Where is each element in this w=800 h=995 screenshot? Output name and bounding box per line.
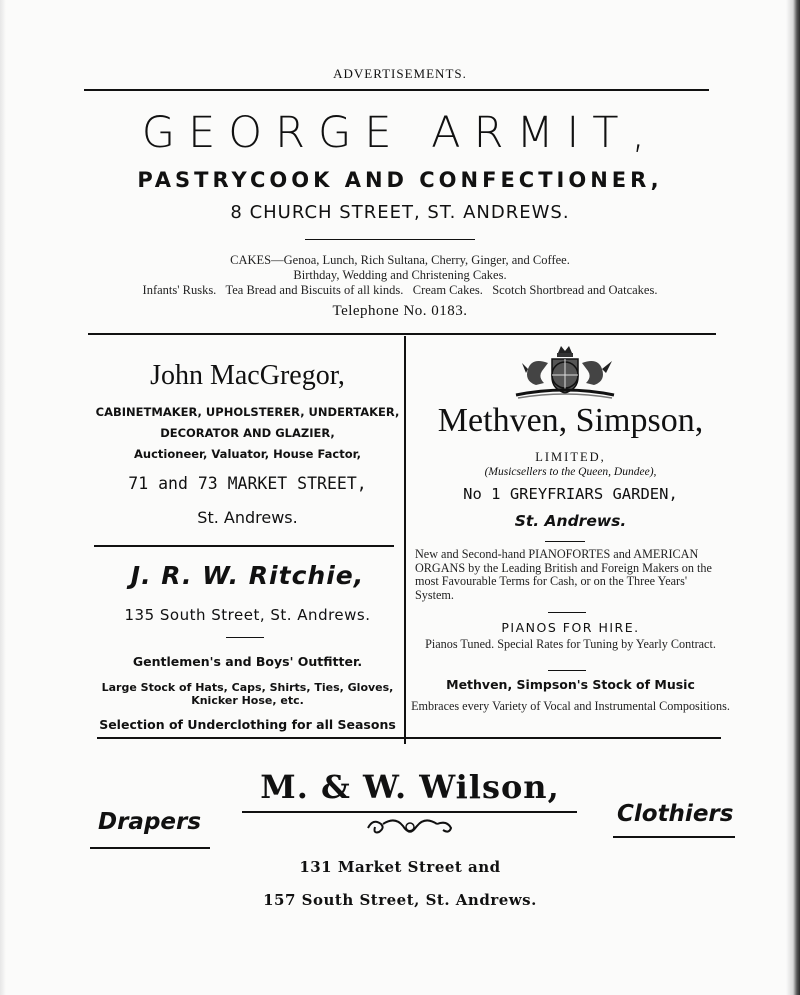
macgregor-address: 71 and 73 MARKET STREET, [128,474,367,493]
methven-town: St. Andrews. [514,512,627,530]
armit-address: 8 CHURCH STREET, ST. ANDREWS. [230,202,570,223]
macgregor-auctioneer-line: Auctioneer, Valuator, House Factor, [134,447,361,461]
methven-divider-3 [548,670,586,671]
wilson-address-market: 131 Market Street and [299,858,501,876]
macgregor-town: St. Andrews. [197,508,298,527]
armit-telephone: Telephone No. 0183. [332,303,468,319]
methven-pianofortes-text: New and Second-hand PIANOFORTES and AMERICAN ORGANS by the Leading British and Foreign Makers on the most Favourable Terms for Cash, or on the Three Years' System. [415,547,712,602]
methven-hire: PIANOS FOR HIRE. [501,620,640,635]
methven-appointment: (Musicsellers to the Queen, Dundee), [484,466,657,478]
wilson-name-rule [242,811,577,813]
header-rule [84,89,709,91]
methven-music-stock: Methven, Simpson's Stock of Music [446,677,695,692]
ritchie-address: 135 South Street, St. Andrews. [124,606,371,624]
ritchie-name: J. R. W. Ritchie, [130,561,365,590]
macgregor-name: John MacGregor, [150,360,345,391]
methven-divider-2 [548,612,586,613]
macgregor-decorator-line: DECORATOR AND GLAZIER, [160,426,335,440]
clothiers-underline [613,836,735,838]
ritchie-stock: Large Stock of Hats, Caps, Shirts, Ties, Gloves, Knicker Hose, etc. [101,681,394,707]
ritchie-selection: Selection of Underclothing for all Seasons [99,717,396,732]
ritchie-outfitter: Gentlemen's and Boys' Outfitter. [132,654,363,669]
methven-address: No 1 GREYFRIARS GARDEN, [463,485,678,503]
wilson-address-south: 157 South Street, St. Andrews. [263,891,537,909]
wilson-drapers: Drapers [98,809,202,835]
armit-cakes-line: CAKES—Genoa, Lunch, Rich Sultana, Cherry, Ginger, and Coffee. [230,253,570,267]
methven-compositions-text: Embraces every Variety of Vocal and Instrumental Compositions. [411,699,730,713]
armit-divider [305,239,475,240]
armit-celebration-line: Birthday, Wedding and Christening Cakes. [293,268,507,282]
page-header: ADVERTISEMENTS. [333,66,467,81]
columns-bottom-rule [97,737,721,739]
armit-products-line: Infants' Rusks. Tea Bread and Biscuits of all kinds. Cream Cakes. Scotch Shortbread and Oatcakes. [142,283,658,297]
armit-name: GEORGE ARMIT, [141,108,659,158]
ritchie-divider [226,637,264,638]
wilson-name: M. & W. Wilson, [260,768,560,806]
flourish-ornament-icon [365,814,455,840]
methven-divider-1 [545,541,585,542]
macgregor-bottom-rule [94,545,394,547]
column-divider [404,336,406,744]
royal-crest-icon [508,343,623,400]
methven-name: Methven, Simpson, [437,402,704,439]
methven-tuning-text: Pianos Tuned. Special Rates for Tuning by Yearly Contract. [425,637,716,651]
wilson-clothiers: Clothiers [617,801,734,827]
armit-bottom-rule [88,333,716,335]
methven-limited: LIMITED, [535,450,606,464]
armit-trade: PASTRYCOOK AND CONFECTIONER, [137,168,663,192]
drapers-underline [90,847,210,849]
macgregor-trades-line: CABINETMAKER, UPHOLSTERER, UNDERTAKER, [95,405,400,419]
